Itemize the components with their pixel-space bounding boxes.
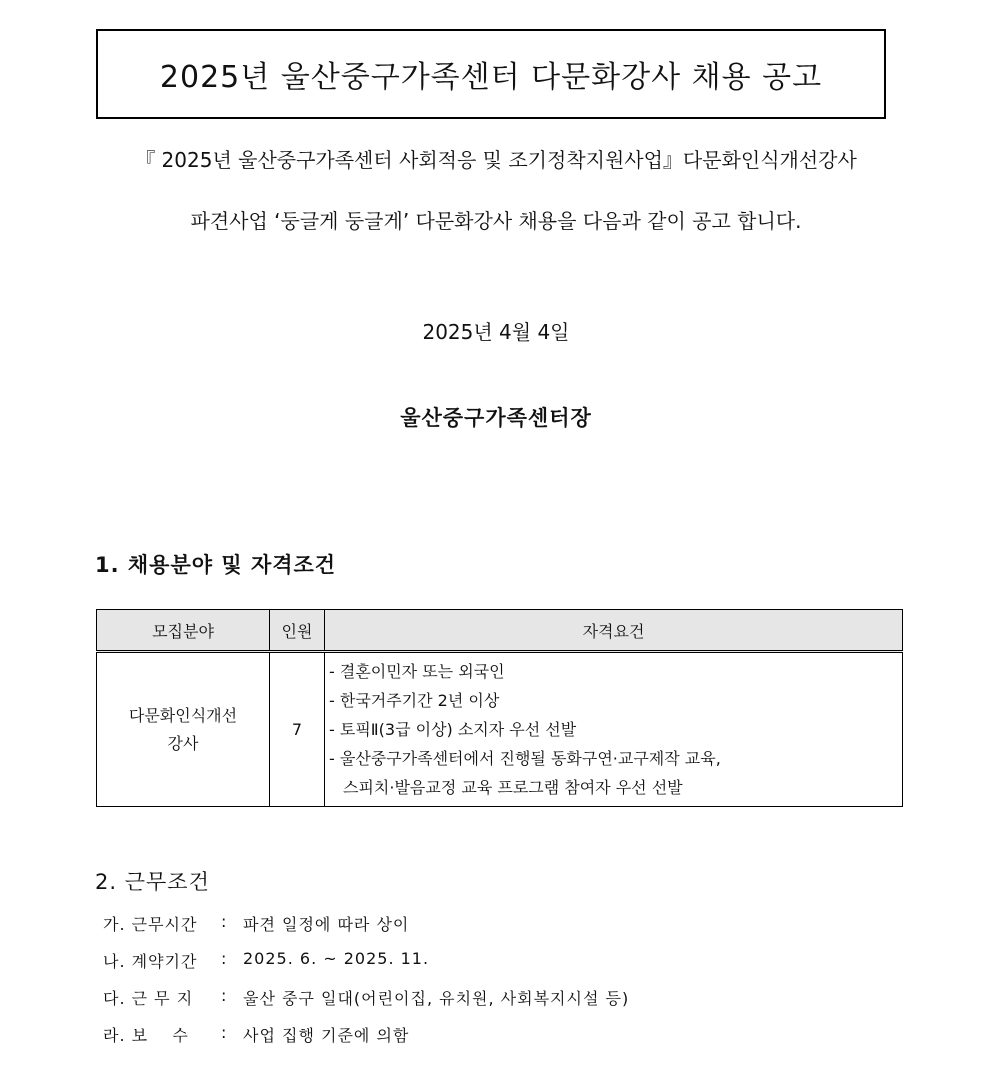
condition-colon: :	[221, 949, 228, 968]
intro-line-1: 『 2025년 울산중구가족센터 사회적응 및 조기정착지원사업』다문화인식개선강사	[135, 148, 857, 172]
condition-value: 2025. 6. ~ 2025. 11.	[243, 949, 430, 968]
field-line-2: 강사	[167, 733, 199, 753]
condition-colon: :	[221, 912, 228, 931]
condition-label: 나. 계약기간	[103, 952, 198, 971]
header-requirements: 자격요건	[325, 610, 903, 652]
list-item	[103, 949, 629, 986]
section-2-title: 2. 근무조건	[95, 870, 210, 894]
condition-label: 가. 근무시간	[103, 915, 198, 934]
header-field: 모집분야	[97, 610, 270, 652]
field-line-1: 다문화인식개선	[128, 705, 238, 725]
condition-colon: :	[221, 1023, 228, 1042]
notice-title: 2025년 울산중구가족센터 다문화강사 채용 공고	[159, 60, 823, 95]
condition-value: 사업 집행 기준에 의함	[243, 1026, 410, 1045]
requirement-item: - 한국거주기간 2년 이상	[329, 691, 500, 710]
condition-value: 파견 일정에 따라 상이	[243, 915, 410, 934]
recruitment-table	[96, 609, 903, 807]
table-row	[97, 652, 903, 807]
header-count: 인원	[270, 610, 325, 652]
notice-date: 2025년 4월 4일	[422, 320, 570, 344]
intro-line-2: 파견사업 ‘둥글게 둥글게’ 다문화강사 채용을 다음과 같이 공고 합니다.	[190, 209, 802, 233]
condition-label: 다. 근 무 지	[103, 989, 194, 1008]
requirement-item: - 토픽Ⅱ(3급 이상) 소지자 우선 선발	[329, 720, 577, 739]
requirements-cell	[325, 652, 903, 807]
requirement-item: 스피치·발음교정 교육 프로그램 참여자 우선 선발	[343, 778, 683, 797]
list-item	[103, 912, 629, 949]
list-item	[103, 1023, 629, 1060]
list-item	[103, 986, 629, 1023]
requirement-item: - 결혼이민자 또는 외국인	[329, 662, 505, 681]
work-conditions-list	[103, 912, 629, 1060]
condition-colon: :	[221, 986, 228, 1005]
issuer-signature: 울산중구가족센터장	[400, 406, 592, 430]
section-1-title: 1. 채용분야 및 자격조건	[95, 553, 337, 577]
requirement-item: - 울산중구가족센터에서 진행될 동화구연·교구제작 교육,	[329, 749, 721, 768]
condition-value: 울산 중구 일대(어린이집, 유치원, 사회복지시설 등)	[243, 989, 630, 1008]
notice-title-box	[96, 29, 886, 119]
table-header-row	[97, 610, 903, 652]
count-cell: 7	[270, 652, 325, 807]
field-cell	[97, 652, 270, 807]
condition-label: 라. 보 수	[103, 1026, 189, 1045]
